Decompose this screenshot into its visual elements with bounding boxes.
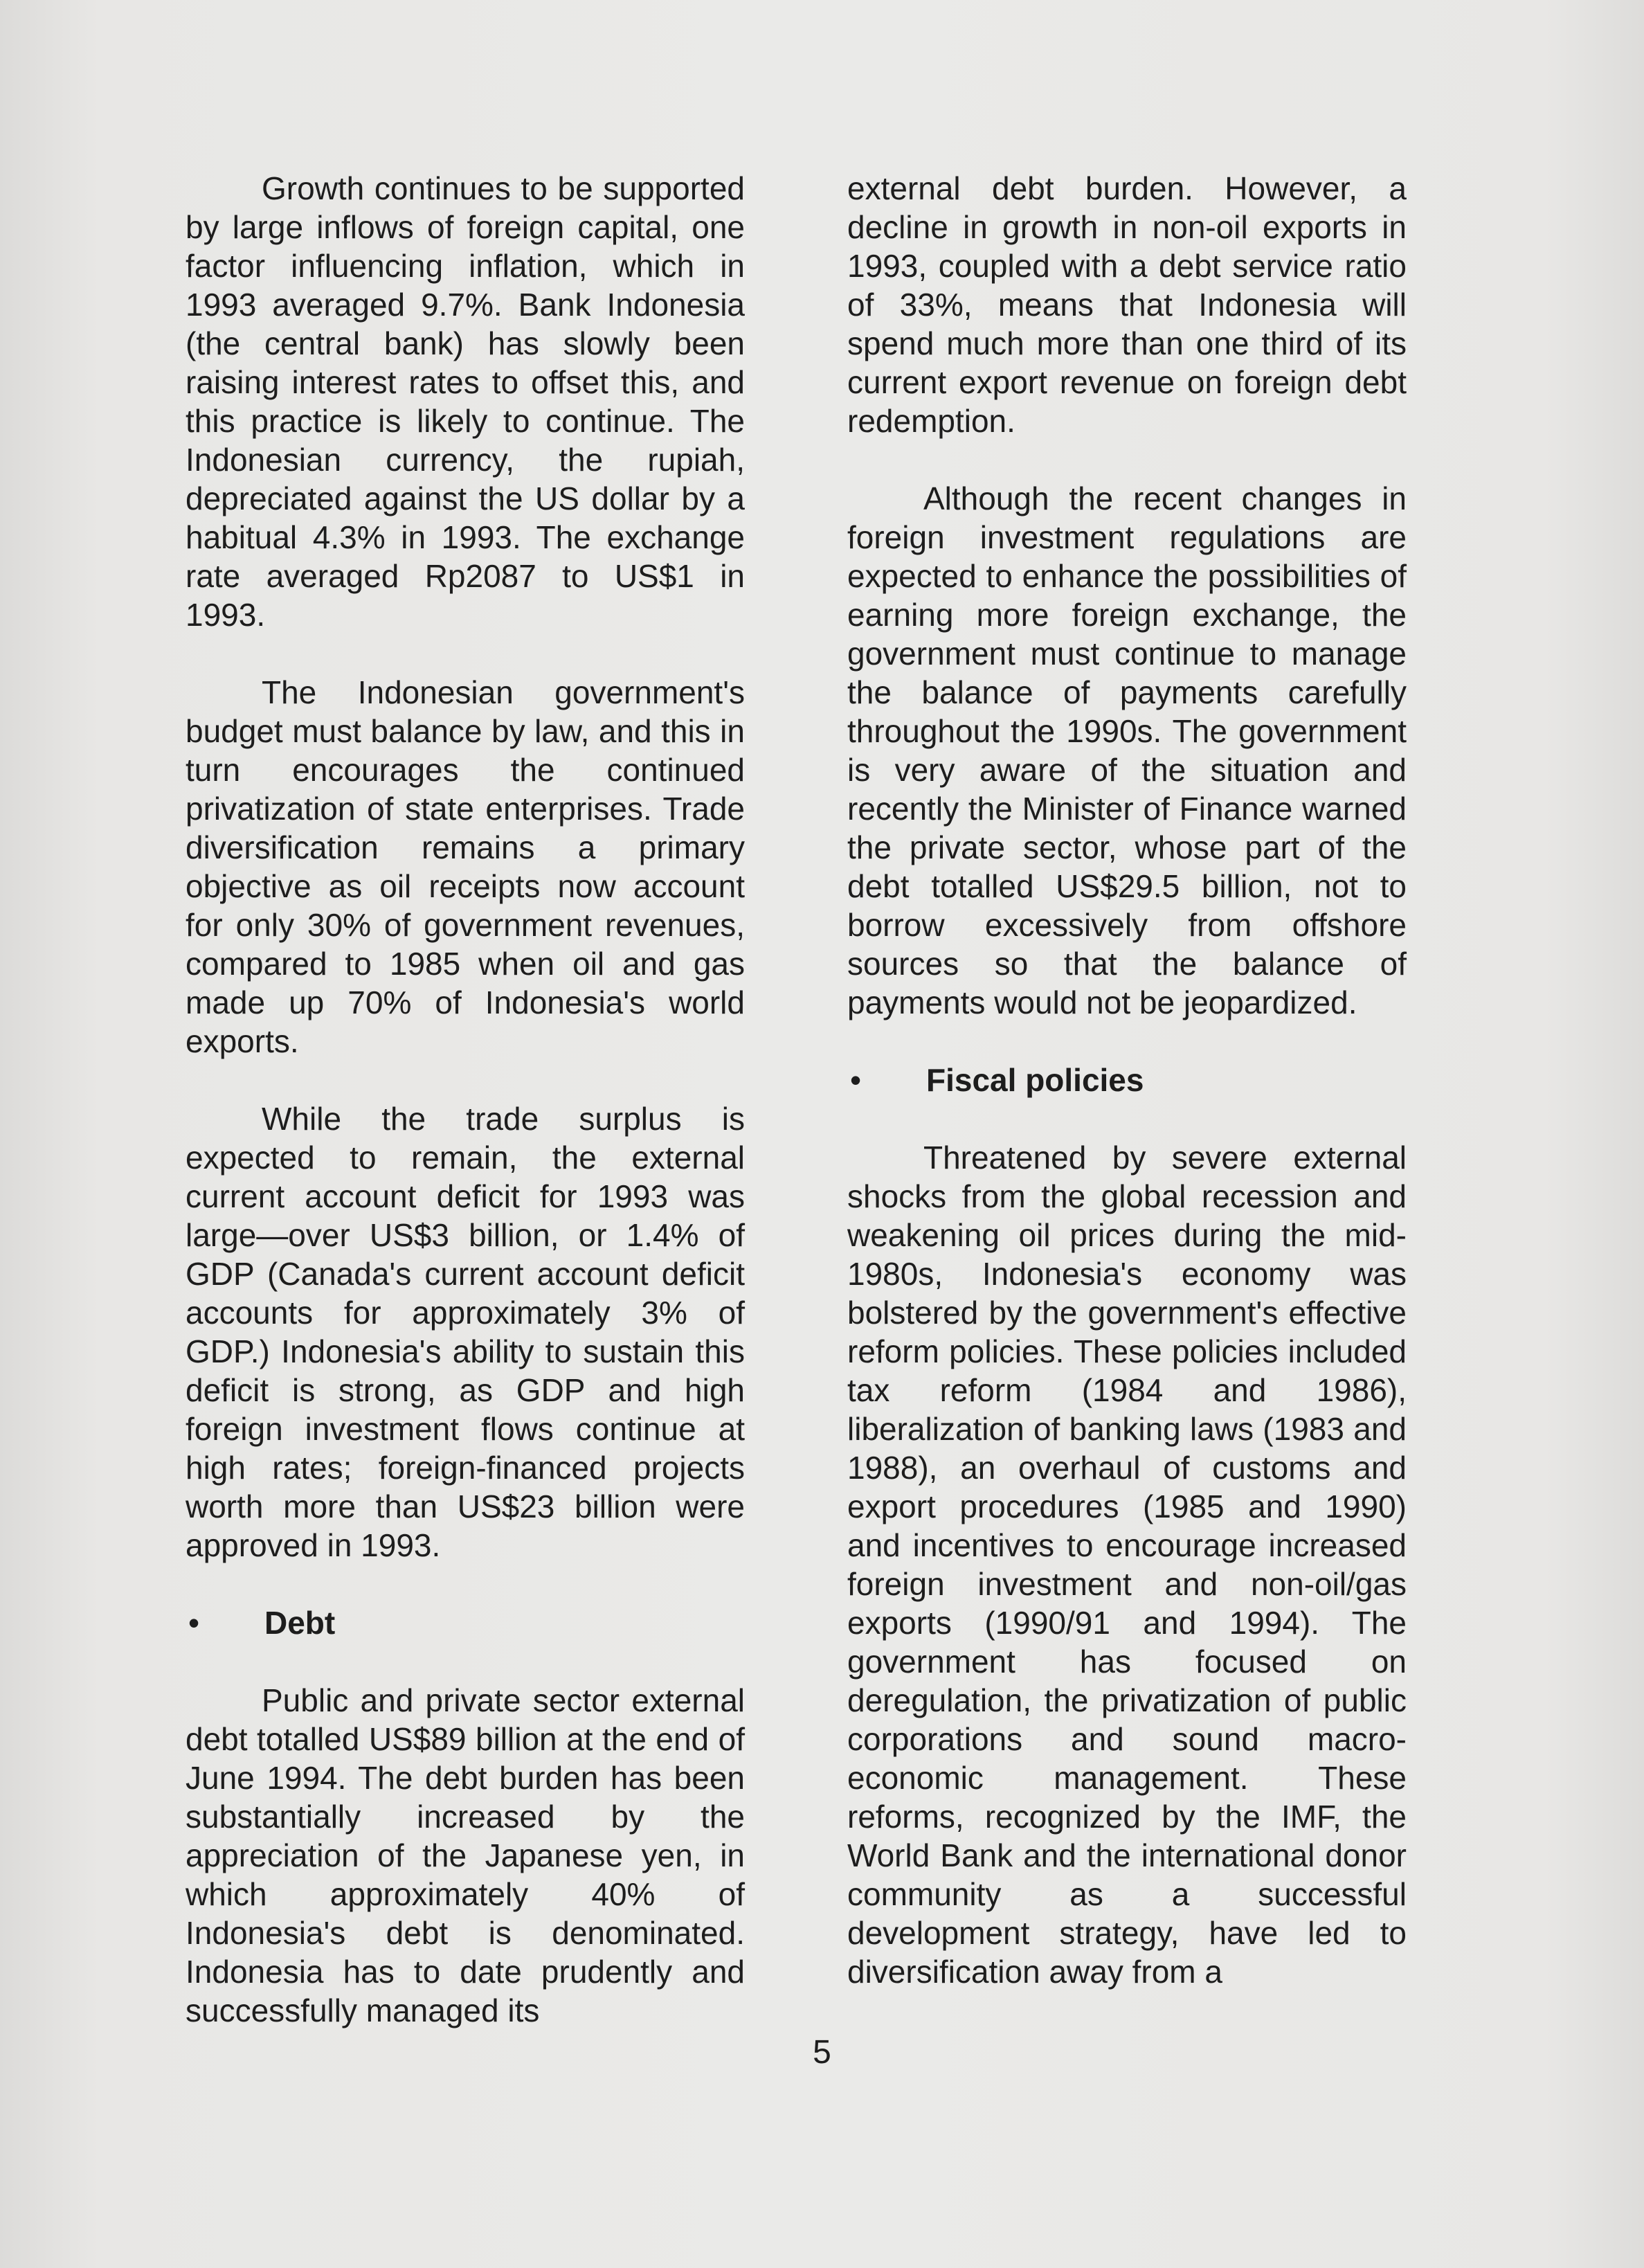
paragraph-external-debt: Public and private sector external debt totalled US$89 billion at the end of June 1994. The debt burden has been substantially increased by the appreciation of the Japanese yen, in which approximately 40% of Indonesia's debt is denominated. Indonesia has to date prudently and successfully managed its [186, 1682, 745, 2028]
paragraph-growth: Growth continues to be supported by large inflows of foreign capital, one factor influencing inflation, which in 1993 averaged 9.7%. Bank Indonesia (the central bank) has slowly been raising interest rates to offset this, and this practice is likely to continue. The Indonesian currency, the rupiah, depreciated against the US dollar by a habitual 4.3% in 1993. The exchange rate averaged Rp2087 to US$1 in 1993. [186, 170, 745, 633]
paragraph-budget: The Indonesian government's budget must balance by law, and this in turn encourages the continued privatization of state enterprises. Trade diversification remains a primary objective as oil receipts now account for only 30% of government revenues, compared to 1985 when oil and gas made up 70% of Indonesia's world exports. [186, 674, 745, 1059]
section-heading-label: Fiscal policies [926, 1062, 1144, 1098]
section-heading-debt [186, 1603, 745, 1642]
right-column [847, 169, 1407, 2030]
bullet-icon: • [850, 1062, 862, 1098]
section-heading-fiscal-policies [847, 1061, 1407, 1099]
bullet-icon: • [188, 1605, 200, 1641]
page-number: 5 [813, 2034, 831, 2071]
paragraph-foreign-investment: Although the recent changes in foreign investment regulations are expected to enhance the possibilities of earning more foreign exchange, the government must continue to manage the balance of payments carefully throughout the 1990s. The government is very aware of the situation and recently the Minister of Finance warned the private sector, whose part of the debt totalled US$29.5 billion, not to borrow excessively from offshore sources so that the balance of payments would not be jeopardized. [847, 480, 1407, 1020]
paragraph-debt-continued: external debt burden. However, a decline in growth in non-oil exports in 1993, coupled with a debt service ratio of 33%, means that Indonesia will spend much more than one third of its current export revenue on foreign debt redemption. [847, 170, 1407, 439]
left-column [186, 169, 745, 2069]
paragraph-reform-policies: Threatened by severe external shocks from the global recession and weakening oil prices during the mid-1980s, Indonesia's economy was bolstered by the government's effective reform policies. These policies included tax reform (1984 and 1986), liberalization of banking laws (1983 and 1988), an overhaul of customs and export procedures (1985 and 1990) and incentives to encourage increased foreign investment and non-oil/gas exports (1990/91 and 1994). The government has focused on deregulation, the privatization of public corporations and sound macro-economic management. These reforms, recognized by the IMF, the World Bank and the international donor community as a successful development strategy, have led to diversification away from a [847, 1140, 1407, 1990]
paragraph-trade-surplus: While the trade surplus is expected to remain, the external current account deficit for 1993 was large—over US$3 billion, or 1.4% of GDP (Canada's current account deficit accounts for approximately 3% of GDP.) Indonesia's ability to sustain this deficit is strong, as GDP and high foreign investment flows continue at high rates; foreign-financed projects worth more than US$23 billion were approved in 1993. [186, 1101, 745, 1563]
section-heading-label: Debt [264, 1605, 336, 1641]
